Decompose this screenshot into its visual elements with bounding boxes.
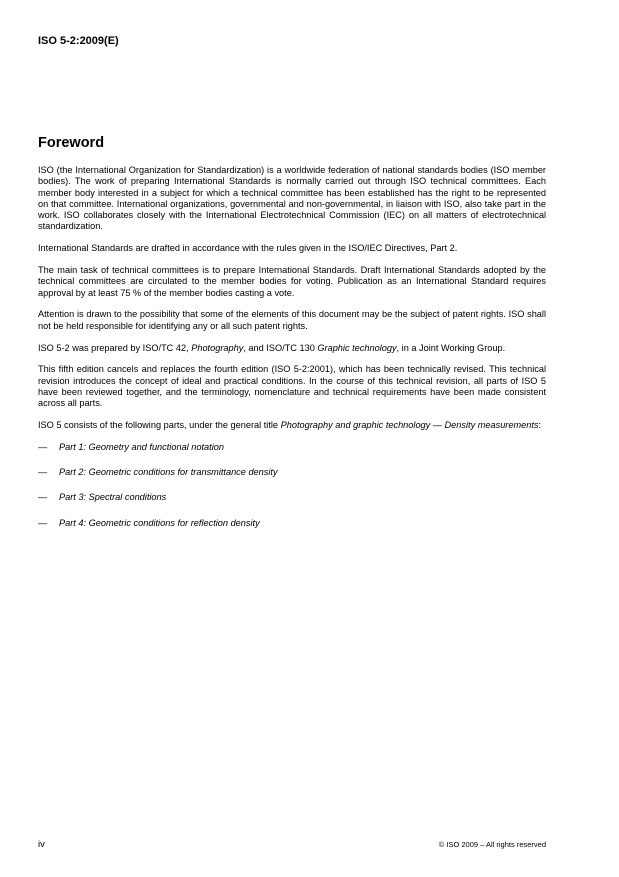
foreword-section	[38, 135, 546, 543]
document-id: ISO 5-2:2009(E)	[38, 35, 119, 47]
list-dash: —	[38, 517, 48, 528]
parts-general-title: Photography and graphic technology — Density measurements	[280, 420, 539, 431]
prepared-by-text-3: , in a Joint Working Group.	[396, 342, 506, 353]
paragraph-patent-rights: Attention is drawn to the possibility that some of the elements of this document may be the subject of patent rights. ISO shall not be held responsible for identifying any or all such patent rights.	[38, 309, 546, 331]
part-title: Part 1: Geometry and functional notation	[59, 441, 224, 452]
paragraph-prepared-by	[38, 343, 546, 354]
part-title: Part 4: Geometric conditions for reflection density	[59, 517, 260, 528]
prepared-by-text-2: , and ISO/TC 130	[243, 342, 318, 353]
list-item	[38, 442, 546, 453]
part-title: Part 3: Spectral conditions	[59, 492, 167, 503]
paragraph-parts-intro	[38, 420, 546, 431]
part-title: Part 2: Geometric conditions for transmittance density	[59, 467, 278, 478]
copyright-notice: © ISO 2009 – All rights reserved	[438, 840, 546, 849]
paragraph-committee-task: The main task of technical committees is to prepare International Standards. Draft International Standards adopted by the technical committees are circulated to the member bodies for voting. Publication as an International Standard requires approval by at least 75 % of the member bodies casting a vote.	[38, 265, 546, 298]
parts-list	[38, 442, 546, 529]
list-item	[38, 518, 546, 529]
page-number: iv	[38, 839, 45, 850]
paragraph-iso-intro: ISO (the International Organization for Standardization) is a worldwide federation of national standards bodies (ISO member bodies). The work of preparing International Standards is normally carried out through ISO technical committees. Each member body interested in a subject for which a technical committee has been established has the right to be represented on that committee. International organizations, governmental and non-governmental, in liaison with ISO, also take part in the work. ISO collaborates closely with the International Electrotechnical Commission (IEC) on all matters of electrotechnical standardization.	[38, 165, 546, 232]
section-title: Foreword	[38, 135, 105, 151]
list-dash: —	[38, 492, 48, 503]
paragraph-edition-note: This fifth edition cancels and replaces the fourth edition (ISO 5-2:2001), which has been technically revised. This technical revision introduces the concept of ideal and practical conditions. In the course of this technical revision, all parts of ISO 5 have been reviewed together, and the terminology, nomenclature and technical requirements have been made consistent across all parts.	[38, 364, 546, 409]
parts-intro-text: ISO 5 consists of the following parts, under the general title	[38, 420, 281, 431]
prepared-by-committee-2: Graphic technology	[317, 342, 397, 353]
list-dash: —	[38, 441, 48, 452]
paragraph-drafting-rules: International Standards are drafted in accordance with the rules given in the ISO/IEC Directives, Part 2.	[38, 243, 458, 254]
list-item	[38, 467, 546, 478]
parts-intro-colon: :	[538, 420, 542, 431]
prepared-by-text-1: ISO 5-2 was prepared by ISO/TC 42,	[38, 342, 192, 353]
list-item	[38, 492, 546, 503]
list-dash: —	[38, 467, 48, 478]
prepared-by-committee-1: Photography	[191, 342, 244, 353]
